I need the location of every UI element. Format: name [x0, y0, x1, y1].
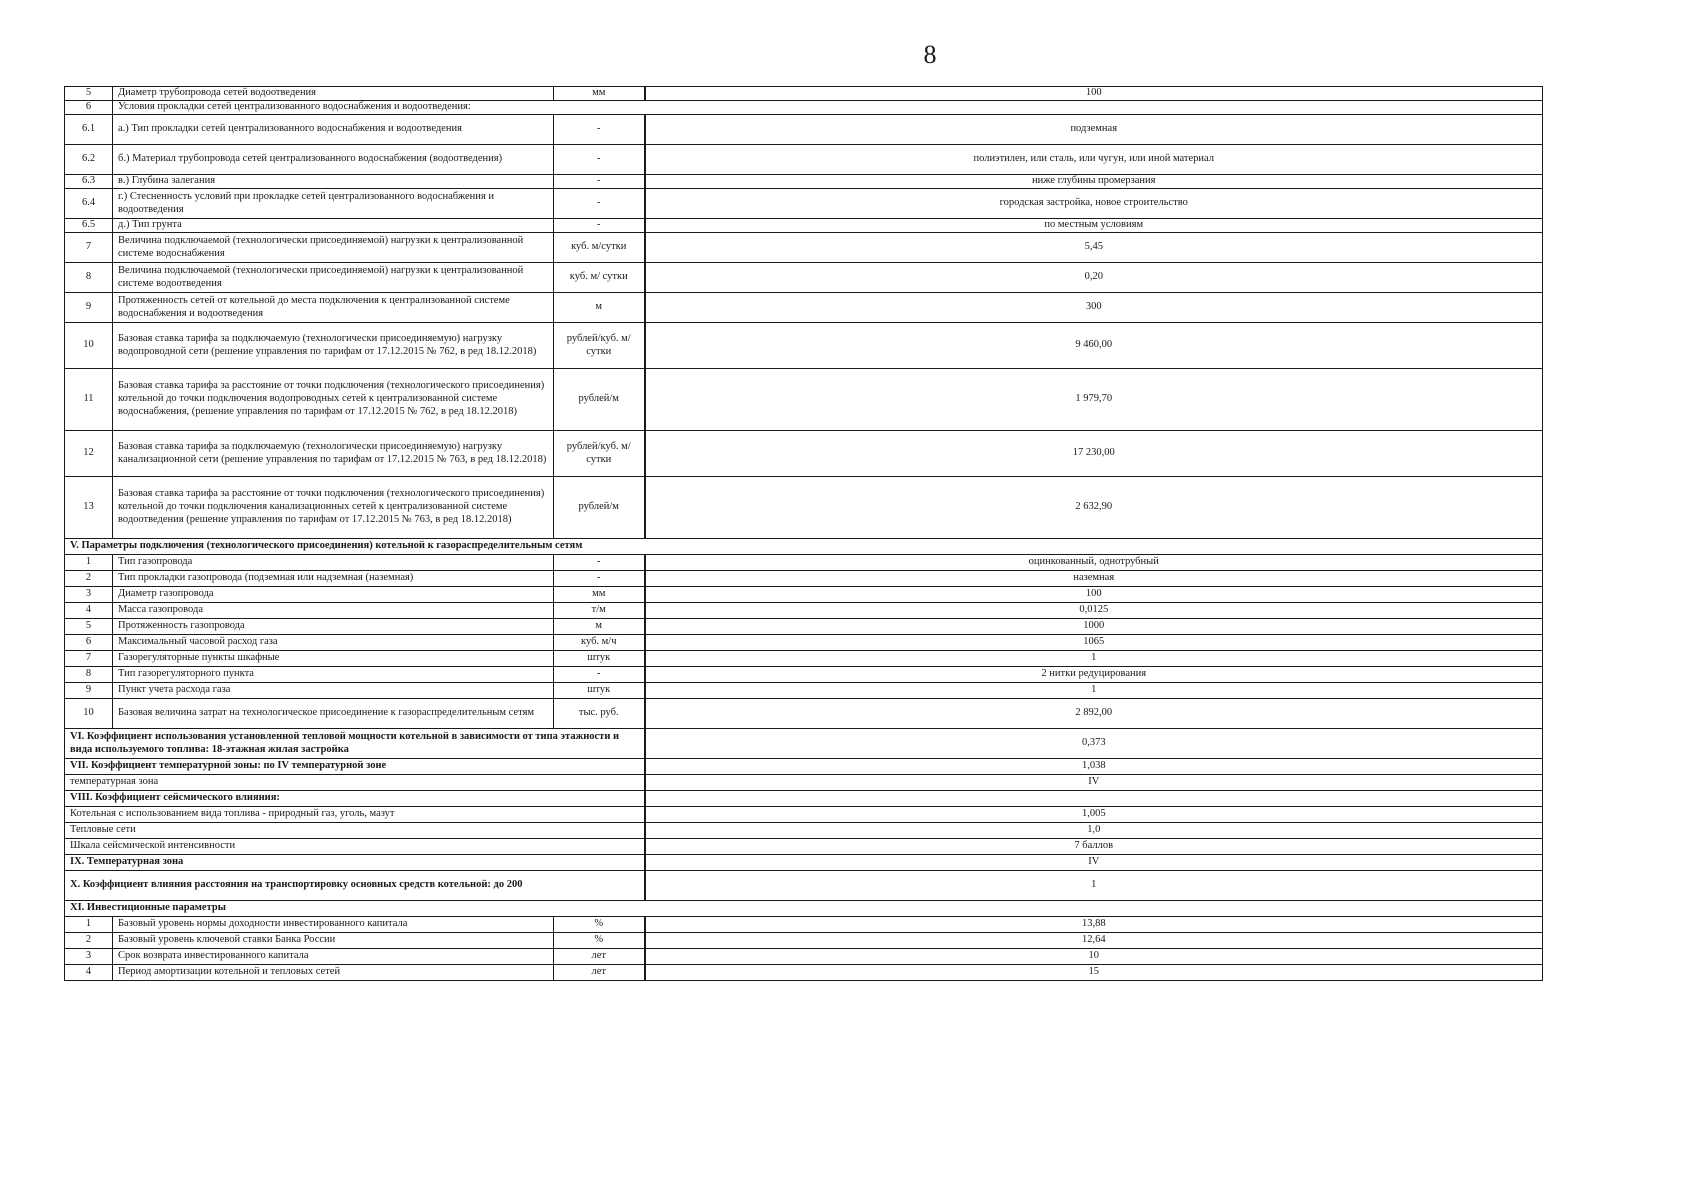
coefficient-label: X. Коэффициент влияния расстояния на транспортировку основных средств котельной: до 200: [65, 871, 645, 901]
parameter-name: Диаметр газопровода: [113, 587, 554, 603]
section-heading: XI. Инвестиционные параметры: [65, 901, 1543, 917]
table-row: [65, 101, 1543, 115]
value-cell: 100: [645, 587, 1543, 603]
parameter-name: Протяженность сетей от котельной до места подключения к централизованной системе водоснабжения и водоотведения: [113, 293, 554, 323]
parameter-name: Величина подключаемой (технологически присоединяемой) нагрузки к централизованной системе водоснабжения: [113, 233, 554, 263]
value-cell: 5,45: [645, 233, 1543, 263]
row-number: 10: [65, 323, 113, 369]
row-number: 1: [65, 917, 113, 933]
value-cell: 1: [645, 683, 1543, 699]
table-row: [65, 431, 1543, 477]
unit-cell: -: [554, 189, 645, 219]
parameter-name: Базовая ставка тарифа за подключаемую (технологически присоединяемую) нагрузку канализационной сети (решение управления по тарифам от 17.12.2015 № 763, в ред 18.12.2018): [113, 431, 554, 477]
unit-cell: штук: [554, 683, 645, 699]
row-number: 5: [65, 619, 113, 635]
row-number: 6: [65, 635, 113, 651]
value-cell: 300: [645, 293, 1543, 323]
row-number: 6.4: [65, 189, 113, 219]
parameter-name: Базовая ставка тарифа за подключаемую (технологически присоединяемую) нагрузку водопроводной сети (решение управления по тарифам от 17.12.2015 № 762, в ред 18.12.2018): [113, 323, 554, 369]
value-cell: 2 нитки редуцирования: [645, 667, 1543, 683]
table-row: [65, 651, 1543, 667]
table-row: [65, 571, 1543, 587]
parameter-name: Протяженность газопровода: [113, 619, 554, 635]
row-number: 8: [65, 667, 113, 683]
table-row: [65, 635, 1543, 651]
value-cell: 2 632,90: [645, 477, 1543, 539]
table-row: [65, 263, 1543, 293]
row-number: 6.1: [65, 115, 113, 145]
section-row: [65, 901, 1543, 917]
row-number: 2: [65, 571, 113, 587]
row-number: 2: [65, 933, 113, 949]
value-cell: наземная: [645, 571, 1543, 587]
parameter-name: Тип газопровода: [113, 555, 554, 571]
value-cell: 1,005: [645, 807, 1543, 823]
value-cell: 15: [645, 965, 1543, 981]
section-row: [65, 539, 1543, 555]
coefficient-row: [65, 871, 1543, 901]
value-cell: городская застройка, новое строительство: [645, 189, 1543, 219]
coefficient-row: [65, 807, 1543, 823]
value-cell: IV: [645, 855, 1543, 871]
unit-cell: мм: [554, 587, 645, 603]
row-number: 3: [65, 587, 113, 603]
parameter-name: Тип прокладки газопровода (подземная или надземная (наземная): [113, 571, 554, 587]
parameter-name: Базовый уровень нормы доходности инвестированного капитала: [113, 917, 554, 933]
value-cell: по местным условиям: [645, 219, 1543, 233]
table-row: [65, 933, 1543, 949]
row-number: 9: [65, 683, 113, 699]
unit-cell: куб. м/ч: [554, 635, 645, 651]
unit-cell: -: [554, 667, 645, 683]
value-cell: ниже глубины промерзания: [645, 175, 1543, 189]
parameter-name: Масса газопровода: [113, 603, 554, 619]
coefficient-row: [65, 729, 1543, 759]
unit-cell: м: [554, 619, 645, 635]
parameters-table: [64, 86, 1543, 981]
parameter-name: Величина подключаемой (технологически присоединяемой) нагрузки к централизованной системе водоотведения: [113, 263, 554, 293]
coefficient-row: [65, 823, 1543, 839]
unit-cell: рублей/м: [554, 477, 645, 539]
value-cell: [645, 791, 1543, 807]
row-number: 11: [65, 369, 113, 431]
unit-cell: мм: [554, 87, 645, 101]
parameter-name: а.) Тип прокладки сетей централизованного водоснабжения и водоотведения: [113, 115, 554, 145]
value-cell: 12,64: [645, 933, 1543, 949]
row-number: 6.3: [65, 175, 113, 189]
coefficient-row: [65, 759, 1543, 775]
value-cell: 2 892,00: [645, 699, 1543, 729]
value-cell: 1: [645, 871, 1543, 901]
table-row: [65, 323, 1543, 369]
coefficient-label: VIII. Коэффициент сейсмического влияния:: [65, 791, 645, 807]
row-number: 9: [65, 293, 113, 323]
coefficient-label: Котельная с использованием вида топлива - природный газ, уголь, мазут: [65, 807, 645, 823]
row-number: 10: [65, 699, 113, 729]
parameter-name: Газорегуляторные пункты шкафные: [113, 651, 554, 667]
table-row: [65, 219, 1543, 233]
parameter-name: в.) Глубина залегания: [113, 175, 554, 189]
parameter-name: б.) Материал трубопровода сетей централизованного водоснабжения (водоотведения): [113, 145, 554, 175]
table-row: [65, 115, 1543, 145]
value-cell: оцинкованный, однотрубный: [645, 555, 1543, 571]
unit-cell: -: [554, 555, 645, 571]
coefficient-label: IX. Температурная зона: [65, 855, 645, 871]
row-number: 8: [65, 263, 113, 293]
value-cell: 1065: [645, 635, 1543, 651]
coefficient-label: Шкала сейсмической интенсивности: [65, 839, 645, 855]
value-cell: подземная: [645, 115, 1543, 145]
table-row: [65, 555, 1543, 571]
section-heading: V. Параметры подключения (технологического присоединения) котельной к газораспределительным сетям: [65, 539, 1543, 555]
row-number: 6.2: [65, 145, 113, 175]
table-row: [65, 477, 1543, 539]
row-number: 5: [65, 87, 113, 101]
table-row: [65, 949, 1543, 965]
row-number: 12: [65, 431, 113, 477]
table-row: [65, 369, 1543, 431]
table-row: [65, 683, 1543, 699]
value-cell: 0,0125: [645, 603, 1543, 619]
table-row: [65, 965, 1543, 981]
table-row: [65, 587, 1543, 603]
row-number: 13: [65, 477, 113, 539]
table-row: [65, 175, 1543, 189]
page-number: 8: [923, 40, 937, 69]
value-cell: полиэтилен, или сталь, или чугун, или иной материал: [645, 145, 1543, 175]
parameter-name: Максимальный часовой расход газа: [113, 635, 554, 651]
value-cell: 0,20: [645, 263, 1543, 293]
unit-cell: рублей/куб. м/сутки: [554, 323, 645, 369]
table-row: [65, 87, 1543, 101]
row-number: 4: [65, 965, 113, 981]
value-cell: 0,373: [645, 729, 1543, 759]
table-row: [65, 189, 1543, 219]
table-row: [65, 619, 1543, 635]
row-number: 3: [65, 949, 113, 965]
unit-cell: -: [554, 175, 645, 189]
table-row: [65, 917, 1543, 933]
value-cell: 100: [645, 87, 1543, 101]
parameter-name: Тип газорегуляторного пункта: [113, 667, 554, 683]
unit-cell: т/м: [554, 603, 645, 619]
coefficient-label: VII. Коэффициент температурной зоны: по IV температурной зоне: [65, 759, 645, 775]
unit-cell: -: [554, 571, 645, 587]
parameter-name: Период амортизации котельной и тепловых сетей: [113, 965, 554, 981]
coefficient-label: Тепловые сети: [65, 823, 645, 839]
unit-cell: -: [554, 115, 645, 145]
value-cell: 10: [645, 949, 1543, 965]
parameter-name: Базовая величина затрат на технологическое присоединение к газораспределительным сетям: [113, 699, 554, 729]
row-number: 7: [65, 651, 113, 667]
row-number: 4: [65, 603, 113, 619]
unit-cell: %: [554, 933, 645, 949]
parameter-name: Базовый уровень ключевой ставки Банка России: [113, 933, 554, 949]
table-row: [65, 699, 1543, 729]
value-cell: 1000: [645, 619, 1543, 635]
parameter-name: Диаметр трубопровода сетей водоотведения: [113, 87, 554, 101]
unit-cell: лет: [554, 965, 645, 981]
parameter-name: Базовая ставка тарифа за расстояние от точки подключения (технологического присоединения) котельной до точки подключения канализационных сетей к централизованной системе водоотведения (решение управления по тарифам от 17.12.2015 № 763, в ред 18.12.2018): [113, 477, 554, 539]
row-number: 1: [65, 555, 113, 571]
value-cell: 17 230,00: [645, 431, 1543, 477]
parameter-name: Базовая ставка тарифа за расстояние от точки подключения (технологического присоединения) котельной до точки подключения водопроводных сетей к централизованной системе водоснабжения, (решение управления по тарифам от 17.12.2015 № 762, в ред 18.12.2018): [113, 369, 554, 431]
value-cell: 1: [645, 651, 1543, 667]
unit-cell: -: [554, 145, 645, 175]
row-number: 6.5: [65, 219, 113, 233]
unit-cell: куб. м/ сутки: [554, 263, 645, 293]
table-row: [65, 667, 1543, 683]
coefficient-row: [65, 839, 1543, 855]
value-cell: 9 460,00: [645, 323, 1543, 369]
value-cell: IV: [645, 775, 1543, 791]
parameter-name: д.) Тип грунта: [113, 219, 554, 233]
table-row: [65, 603, 1543, 619]
unit-cell: рублей/м: [554, 369, 645, 431]
unit-cell: лет: [554, 949, 645, 965]
unit-cell: рублей/куб. м/сутки: [554, 431, 645, 477]
unit-cell: %: [554, 917, 645, 933]
row-number: 6: [65, 101, 113, 115]
parameter-name: Срок возврата инвестированного капитала: [113, 949, 554, 965]
table-row: [65, 233, 1543, 263]
unit-cell: м: [554, 293, 645, 323]
coefficient-label: VI. Коэффициент использования установленной тепловой мощности котельной в зависимости от типа этажности и вида используемого топлива: 18-этажная жилая застройка: [65, 729, 645, 759]
row-number: 7: [65, 233, 113, 263]
parameter-name: г.) Стесненность условий при прокладке сетей централизованного водоснабжения и водоотведения: [113, 189, 554, 219]
value-cell: 1 979,70: [645, 369, 1543, 431]
table-row: [65, 145, 1543, 175]
coefficient-row: [65, 791, 1543, 807]
value-cell: 7 баллов: [645, 839, 1543, 855]
coefficient-label: температурная зона: [65, 775, 645, 791]
value-cell: 1,0: [645, 823, 1543, 839]
unit-cell: тыс. руб.: [554, 699, 645, 729]
unit-cell: -: [554, 219, 645, 233]
value-cell: 1,038: [645, 759, 1543, 775]
row-subheading: Условия прокладки сетей централизованного водоснабжения и водоотведения:: [113, 101, 1543, 115]
unit-cell: штук: [554, 651, 645, 667]
coefficient-row: [65, 855, 1543, 871]
table-row: [65, 293, 1543, 323]
coefficient-row: [65, 775, 1543, 791]
unit-cell: куб. м/сутки: [554, 233, 645, 263]
parameter-name: Пункт учета расхода газа: [113, 683, 554, 699]
value-cell: 13,88: [645, 917, 1543, 933]
